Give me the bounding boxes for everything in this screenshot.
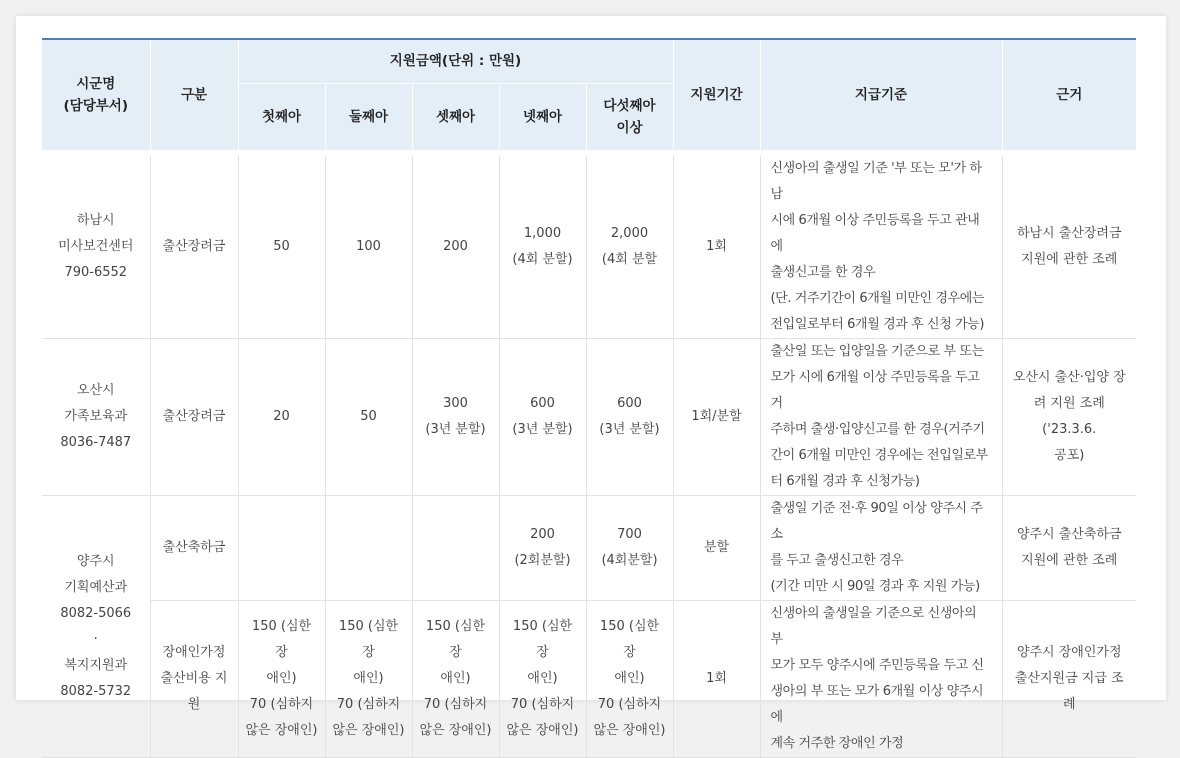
header-period: 지원기간: [673, 39, 760, 153]
cell-basis: 하남시 출산장려금 지원에 관한 조례: [1002, 153, 1136, 339]
header-fifth-child: 다섯째아 이상: [586, 83, 673, 153]
cell-category: 출산장려금: [150, 153, 238, 339]
cell-third-amount: 150 (심한 장 애인) 70 (심하지 않은 장애인): [412, 601, 499, 758]
cell-second-amount: [325, 496, 412, 601]
cell-criteria: 출산일 또는 입양일을 기준으로 부 또는 모가 시에 6개월 이상 주민등록을 두고 거 주하며 출생·입양신고를 한 경우(거주기 간이 6개월 미만인 경우에는 전입일로부 터 6개월 경과 후 신청가능): [760, 339, 1002, 496]
cell-fifth-amount: 700 (4회분할): [586, 496, 673, 601]
header-criteria: 지급기준: [760, 39, 1002, 153]
cell-second-amount: 100: [325, 153, 412, 339]
cell-period: 분할: [673, 496, 760, 601]
cell-criteria: 신생아의 출생일 기준 '부 또는 모'가 하남 시에 6개월 이상 주민등록을 두고 관내에 출생신고를 한 경우 (단. 거주기간이 6개월 미만인 경우에는 전입일로부터 6개월 경과 후 신청 가능): [760, 153, 1002, 339]
cell-criteria: 출생일 기준 전·후 90일 이상 양주시 주소 를 두고 출생신고한 경우 (기간 미만 시 90일 경과 후 지원 가능): [760, 496, 1002, 601]
header-third-child: 셋째아: [412, 83, 499, 153]
cell-first-amount: 50: [238, 153, 325, 339]
cell-fourth-amount: 200 (2회분할): [499, 496, 586, 601]
table-row-osan: [42, 339, 1136, 496]
cell-period: 1회: [673, 153, 760, 339]
header-category: 구분: [150, 39, 238, 153]
table-row-hanam: [42, 153, 1136, 339]
cell-third-amount: 200: [412, 153, 499, 339]
cell-fourth-amount: 1,000 (4회 분할): [499, 153, 586, 339]
header-fourth-child: 넷째아: [499, 83, 586, 153]
header-first-child: 첫째아: [238, 83, 325, 153]
table-row-yangju-disabled: [42, 601, 1136, 758]
cell-fourth-amount: 600 (3년 분할): [499, 339, 586, 496]
cell-second-amount: 150 (심한 장 애인) 70 (심하지 않은 장애인): [325, 601, 412, 758]
header-basis: 근거: [1002, 39, 1136, 153]
cell-category: 출산축하금: [150, 496, 238, 601]
cell-basis: 오산시 출산·입양 장 려 지원 조례 ('23.3.6. 공포): [1002, 339, 1136, 496]
header-amount-group: 지원금액(단위 : 만원): [238, 39, 673, 83]
cell-third-amount: [412, 496, 499, 601]
cell-criteria: 신생아의 출생일을 기준으로 신생아의 부 모가 모두 양주시에 주민등록을 두고 신 생아의 부 또는 모가 6개월 이상 양주시에 계속 거주한 장애인 가정: [760, 601, 1002, 758]
birth-support-table: [42, 38, 1136, 758]
cell-third-amount: 300 (3년 분할): [412, 339, 499, 496]
cell-period: 1회/분할: [673, 339, 760, 496]
cell-fifth-amount: 150 (심한 장 애인) 70 (심하지 않은 장애인): [586, 601, 673, 758]
cell-fourth-amount: 150 (심한 장 애인) 70 (심하지 않은 장애인): [499, 601, 586, 758]
cell-second-amount: 50: [325, 339, 412, 496]
cell-first-amount: 20: [238, 339, 325, 496]
table-row-yangju-congrats: [42, 496, 1136, 601]
cell-fifth-amount: 600 (3년 분할): [586, 339, 673, 496]
cell-category: 출산장려금: [150, 339, 238, 496]
cell-fifth-amount: 2,000 (4회 분할: [586, 153, 673, 339]
cell-city: 양주시 기획예산과 8082-5066 · 복지지원과 8082-5732: [42, 496, 150, 758]
cell-first-amount: 150 (심한 장 애인) 70 (심하지 않은 장애인): [238, 601, 325, 758]
cell-city: 하남시 미사보건센터 790-6552: [42, 153, 150, 339]
cell-basis: 양주시 출산축하금 지원에 관한 조례: [1002, 496, 1136, 601]
header-second-child: 둘째아: [325, 83, 412, 153]
cell-first-amount: [238, 496, 325, 601]
header-city: 시군명 (담당부서): [42, 39, 150, 153]
cell-category: 장애인가정 출산비용 지 원: [150, 601, 238, 758]
cell-city: 오산시 가족보육과 8036-7487: [42, 339, 150, 496]
cell-basis: 양주시 장애인가정 출산지원금 지급 조 례: [1002, 601, 1136, 758]
cell-period: 1회: [673, 601, 760, 758]
content-card: [16, 16, 1166, 751]
